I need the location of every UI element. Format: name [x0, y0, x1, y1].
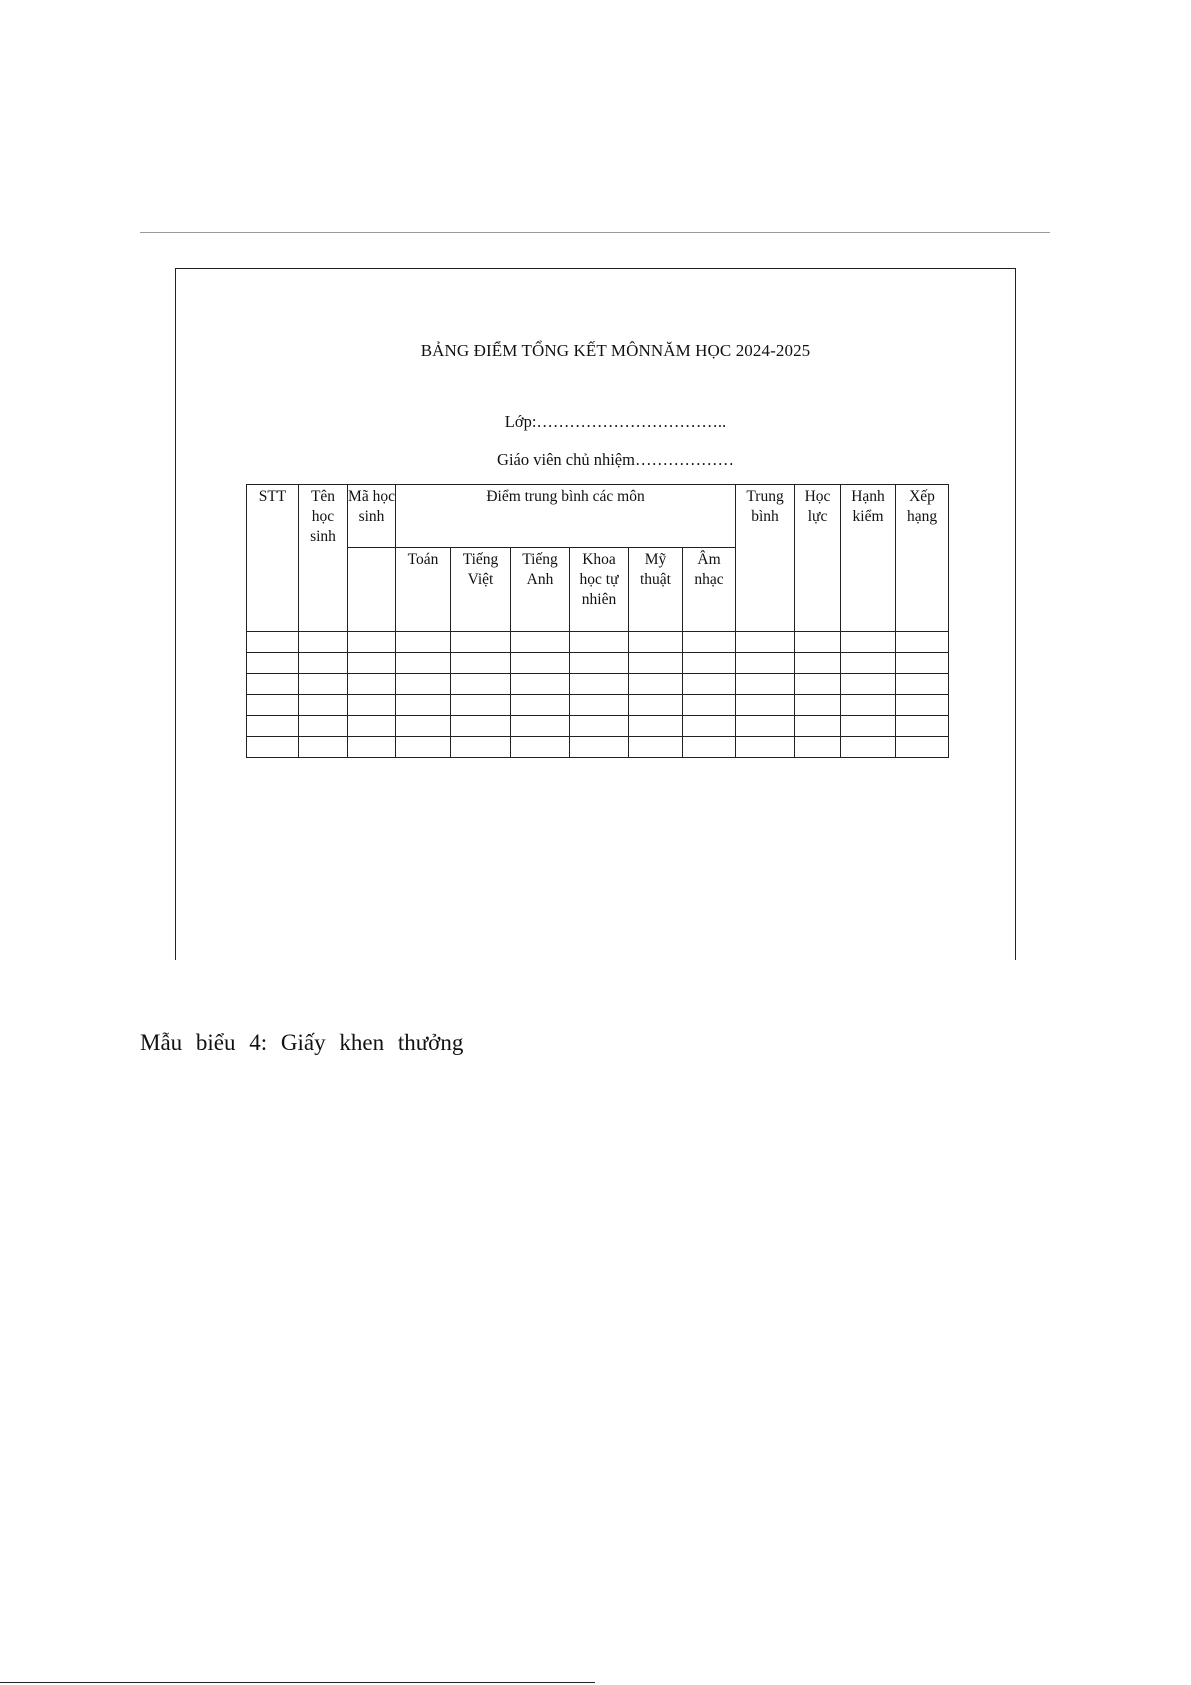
table-cell	[299, 653, 348, 674]
table-cell	[736, 674, 795, 695]
form-image-frame	[175, 268, 1016, 960]
table-cell	[896, 674, 949, 695]
table-cell	[629, 632, 683, 653]
header-subject-math: Toán	[396, 548, 451, 632]
header-average: Trung bình	[736, 485, 795, 632]
table-cell	[629, 674, 683, 695]
top-rule	[140, 232, 1050, 233]
table-cell	[736, 632, 795, 653]
table-cell	[570, 653, 629, 674]
table-cell	[683, 737, 736, 758]
table-cell	[247, 632, 299, 653]
table-cell	[570, 716, 629, 737]
form-caption: Mẫu biểu 4: Giấy khen thưởng	[140, 1030, 464, 1055]
table-cell	[348, 653, 396, 674]
table-cell	[896, 716, 949, 737]
table-cell	[396, 653, 451, 674]
table-cell	[570, 674, 629, 695]
table-cell	[736, 737, 795, 758]
table-cell	[629, 737, 683, 758]
table-cell	[795, 653, 841, 674]
homeroom-teacher-field-label: Giáo viên chủ nhiệm………………	[497, 450, 734, 469]
footnote-rule	[0, 1682, 595, 1683]
table-row	[247, 695, 949, 716]
class-field-label: Lớp:……………………………..	[504, 412, 727, 431]
table-cell	[629, 695, 683, 716]
table-row	[247, 716, 949, 737]
table-cell	[841, 632, 896, 653]
table-cell	[736, 716, 795, 737]
table-cell	[348, 674, 396, 695]
table-cell	[451, 716, 511, 737]
table-cell	[299, 695, 348, 716]
header-stt: STT	[247, 485, 299, 632]
table-cell	[451, 695, 511, 716]
table-cell	[247, 737, 299, 758]
table-cell	[795, 695, 841, 716]
table-cell	[795, 737, 841, 758]
table-cell	[841, 653, 896, 674]
table-cell	[451, 632, 511, 653]
table-cell	[736, 695, 795, 716]
table-cell	[683, 695, 736, 716]
header-rank: Xếp hạng	[896, 485, 949, 632]
header-subject-fine-arts: Mỹ thuật	[629, 548, 683, 632]
table-cell	[511, 737, 570, 758]
table-cell	[247, 716, 299, 737]
table-cell	[629, 653, 683, 674]
table-cell	[795, 716, 841, 737]
table-cell	[896, 632, 949, 653]
table-cell	[511, 695, 570, 716]
table-cell	[683, 632, 736, 653]
header-academic-performance: Học lực	[795, 485, 841, 632]
table-cell	[348, 716, 396, 737]
table-cell	[511, 716, 570, 737]
table-cell	[629, 716, 683, 737]
table-cell	[299, 632, 348, 653]
table-row	[247, 737, 949, 758]
table-cell	[841, 716, 896, 737]
header-subject-english: Tiếng Anh	[511, 548, 570, 632]
table-cell	[896, 695, 949, 716]
table-cell	[570, 632, 629, 653]
header-student-code-sub	[348, 548, 396, 632]
header-conduct: Hạnh kiểm	[841, 485, 896, 632]
table-cell	[841, 695, 896, 716]
header-subject-vietnamese: Tiếng Việt	[451, 548, 511, 632]
header-subject-averages: Điểm trung bình các môn	[396, 485, 736, 548]
table-cell	[795, 632, 841, 653]
table-cell	[451, 737, 511, 758]
header-student-name: Tên học sinh	[299, 485, 348, 632]
table-cell	[570, 695, 629, 716]
table-cell	[451, 674, 511, 695]
table-cell	[396, 632, 451, 653]
table-row	[247, 674, 949, 695]
table-cell	[451, 653, 511, 674]
header-student-code: Mã học sinh	[348, 485, 396, 548]
table-cell	[841, 737, 896, 758]
grade-summary-table	[246, 484, 949, 758]
table-cell	[396, 716, 451, 737]
form-title: BẢNG ĐIỂM TỔNG KẾT MÔNNĂM HỌC 2024-2025	[420, 341, 811, 360]
table-cell	[683, 716, 736, 737]
table-cell	[511, 632, 570, 653]
table-cell	[683, 674, 736, 695]
table-cell	[348, 737, 396, 758]
table-cell	[511, 674, 570, 695]
table-cell	[795, 674, 841, 695]
table-cell	[247, 653, 299, 674]
table-row	[247, 632, 949, 653]
table-row	[247, 653, 949, 674]
header-subject-natural-science: Khoa học tự nhiên	[570, 548, 629, 632]
header-subject-music: Âm nhạc	[683, 548, 736, 632]
table-cell	[896, 737, 949, 758]
table-cell	[396, 674, 451, 695]
table-cell	[511, 653, 570, 674]
table-cell	[247, 674, 299, 695]
table-cell	[396, 695, 451, 716]
table-cell	[683, 653, 736, 674]
table-cell	[736, 653, 795, 674]
table-cell	[348, 695, 396, 716]
table-body	[247, 632, 949, 758]
table-cell	[570, 737, 629, 758]
table-cell	[396, 737, 451, 758]
table-cell	[348, 632, 396, 653]
table-cell	[299, 674, 348, 695]
table-cell	[299, 716, 348, 737]
table-cell	[299, 737, 348, 758]
table-cell	[841, 674, 896, 695]
table-cell	[247, 695, 299, 716]
table-cell	[896, 653, 949, 674]
